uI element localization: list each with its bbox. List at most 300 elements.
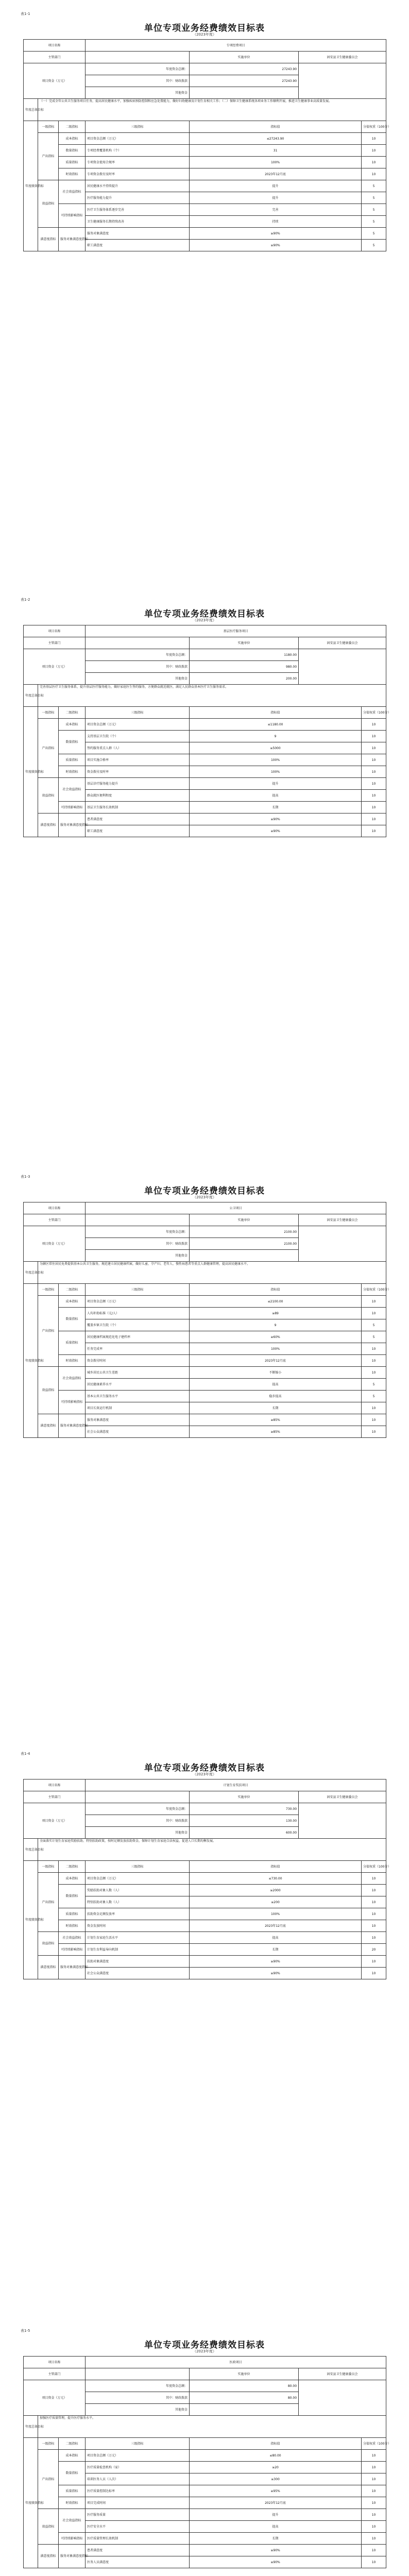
- indicator-row: [24, 754, 386, 766]
- department-row: [24, 637, 386, 649]
- project-name-value: 医政项目: [86, 2357, 386, 2368]
- header-value: 指标值: [190, 2438, 362, 2450]
- level3-indicator: 资金拨付及时率: [86, 766, 190, 778]
- funds-fiscal-value: 130.00: [190, 1815, 299, 1827]
- level2-indicator: 时效指标: [59, 766, 86, 778]
- level3-indicator: 奖励扶助对象人数（人）: [86, 1885, 190, 1896]
- form-year: （2023年度）: [193, 32, 216, 37]
- level3-indicator: 项目资金总额（万元）: [86, 1296, 190, 1308]
- indicator-score: 10: [362, 2485, 386, 2497]
- indicator-value: 100%: [190, 157, 362, 168]
- level2-indicator: 时效指标: [59, 168, 86, 180]
- implementing-unit-value: 固安县卫生健康委员会: [299, 637, 386, 649]
- funds-other-label: 其他资金: [86, 1250, 190, 1262]
- indicator-score: 5: [362, 228, 386, 240]
- level3-indicator: 医疗服务质量: [86, 2509, 190, 2521]
- form-number: 表1-1: [21, 12, 30, 16]
- level3-indicator: 职工满意度: [86, 240, 190, 251]
- funds-total-label: 年度资金总额：: [86, 1226, 190, 1238]
- indicator-value: 2023年12月底: [190, 2497, 362, 2509]
- indicator-score: 10: [362, 133, 386, 145]
- level3-indicator: 服务对象满意度: [86, 228, 190, 240]
- indicator-value: ≥90%: [190, 825, 362, 837]
- project-name-label: 项目名称: [24, 1202, 86, 1214]
- level3-indicator: 签约服务重点人群（人）: [86, 742, 190, 754]
- indicator-row: [24, 1367, 386, 1379]
- indicator-row: [24, 133, 386, 145]
- indicator-row: [24, 1331, 386, 1343]
- header-value: 指标值: [190, 1284, 362, 1296]
- indicator-score: 10: [362, 1896, 386, 1908]
- indicator-score: 5: [362, 204, 386, 216]
- funds-fiscal-label: 其中：财政拨款: [86, 1238, 190, 1250]
- level1-indicator: 产出指标: [38, 719, 59, 778]
- funds-fiscal-value: 2100.00: [190, 1238, 299, 1250]
- indicator-row: [24, 719, 386, 731]
- level1-indicator: 满意度指标: [38, 228, 59, 251]
- implementing-unit-value: 固安县卫生健康委员会: [299, 1791, 386, 1803]
- header-level3: 三级指标: [86, 1861, 190, 1873]
- indicator-value: ≥2000: [190, 1885, 362, 1896]
- indicator-row: [24, 731, 386, 742]
- funds-total-label: 年度资金总额：: [86, 649, 190, 661]
- funds-total-label: 年度资金总额：: [86, 2380, 190, 2392]
- funds-total-value: 80.00: [190, 2380, 299, 2392]
- level2-indicator: 成本指标: [59, 719, 86, 731]
- performance-target-table: [23, 1202, 391, 1438]
- funds-total-value: 27243.90: [190, 63, 299, 75]
- indicator-value: ≥300: [190, 2473, 362, 2485]
- level2-indicator: 质量指标: [59, 1331, 86, 1355]
- form-title: 单位专项业务经费绩效目标表: [144, 1763, 265, 1773]
- indicator-value: ≥90%: [190, 1968, 362, 1979]
- indicator-score: 5: [362, 1319, 386, 1331]
- annual-goal-row: [24, 99, 386, 121]
- indicator-value: 稳步提高: [190, 1391, 362, 1402]
- performance-indicators-label: 年度绩效指标: [24, 2438, 38, 2568]
- indicator-row: [24, 1296, 386, 1308]
- indicator-row: [24, 1956, 386, 1968]
- level3-indicator: 项目完成时间: [86, 2497, 190, 2509]
- level2-indicator: 服务对象满意度指标: [59, 2545, 86, 2568]
- header-level2: 二级指标: [59, 707, 86, 719]
- indicator-value: 长期: [190, 1944, 362, 1956]
- annual-goal-row: [24, 2416, 386, 2438]
- project-name-value: 计划生育奖扶项目: [86, 1780, 386, 1791]
- annual-goal-label: 年度总体目标: [24, 99, 38, 121]
- funds-blank: [299, 1803, 386, 1839]
- indicator-value: ≤2100.00: [190, 1296, 362, 1308]
- project-name-label: 项目名称: [24, 40, 86, 52]
- indicator-score: 10: [362, 2497, 386, 2509]
- annual-goal-label: 年度总体目标: [24, 1839, 38, 1861]
- indicator-score: 10: [362, 719, 386, 731]
- indicator-row: [24, 204, 386, 216]
- level3-indicator: 项目资金总额（万元）: [86, 2450, 190, 2462]
- level2-indicator: 成本指标: [59, 2450, 86, 2462]
- indicator-value: ≥90%: [190, 240, 362, 251]
- department-value: [86, 2368, 190, 2380]
- funds-row: [24, 649, 386, 661]
- funds-row: [24, 63, 386, 75]
- indicator-score: 10: [362, 2462, 386, 2473]
- level2-indicator: 社会效益指标: [59, 1367, 86, 1391]
- level1-indicator: 满意度指标: [38, 2545, 59, 2568]
- level2-indicator: 可持续影响指标: [59, 1944, 86, 1956]
- indicator-score: 10: [362, 1873, 386, 1885]
- project-row: [24, 1780, 386, 1791]
- header-score: 分值权重（100分）: [362, 707, 386, 719]
- indicator-score: 5: [362, 240, 386, 251]
- header-value: 指标值: [190, 1861, 362, 1873]
- indicator-score: 10: [362, 825, 386, 837]
- level2-indicator: 可持续影响指标: [59, 2533, 86, 2545]
- department-label: 主管部门: [24, 2368, 86, 2380]
- level3-indicator: 医疗质量管理长效机制: [86, 2533, 190, 2545]
- indicator-value: 100%: [190, 1908, 362, 1920]
- indicator-score: 10: [362, 2556, 386, 2568]
- indicator-value: ≤730.00: [190, 1873, 362, 1885]
- level1-indicator: 产出指标: [38, 133, 59, 180]
- level2-indicator: 质量指标: [59, 157, 86, 168]
- indicator-value: 提高: [190, 1379, 362, 1391]
- implementing-unit-label: 实施单位: [190, 637, 299, 649]
- indicator-row: [24, 1308, 386, 1319]
- indicator-score: 5: [362, 216, 386, 228]
- indicator-score: 5: [362, 180, 386, 192]
- indicator-score: 10: [362, 1908, 386, 1920]
- level1-indicator: 效益指标: [38, 2509, 59, 2545]
- level2-indicator: 数量指标: [59, 145, 86, 157]
- indicator-value: 9: [190, 731, 362, 742]
- funds-fiscal-value: 80.00: [190, 2392, 299, 2404]
- funds-other-value: 200.00: [190, 673, 299, 685]
- indicator-score: 20: [362, 1944, 386, 1956]
- level2-indicator: 可持续影响指标: [59, 1391, 86, 1414]
- indicator-score: 10: [362, 802, 386, 814]
- annual-goal-label: 年度总体目标: [24, 2416, 38, 2438]
- level2-indicator: 可持续影响指标: [59, 204, 86, 228]
- funds-other-value: [190, 1250, 299, 1262]
- indicator-value: 完善: [190, 204, 362, 216]
- form-page: [0, 1734, 409, 2300]
- indicator-row: [24, 1873, 386, 1885]
- indicator-value: 不断缩小: [190, 1367, 362, 1379]
- project-row: [24, 625, 386, 637]
- level3-indicator: 医疗服务能力提升: [86, 192, 190, 204]
- level3-indicator: 职工满意度: [86, 825, 190, 837]
- funds-fiscal-label: 其中：财政拨款: [86, 1815, 190, 1827]
- annual-goal-text: 为辖区常住居民免费提供基本公共卫生服务，规范建立居民健康档案，做好儿童、孕产妇、老年人、慢性病患者等重点人群健康管理，提高居民健康水平。: [38, 1262, 386, 1284]
- indicator-score: 10: [362, 2509, 386, 2521]
- funds-blank: [299, 2380, 386, 2416]
- department-label: 主管部门: [24, 1791, 86, 1803]
- level1-indicator: 产出指标: [38, 1873, 59, 1932]
- indicator-row: [24, 778, 386, 790]
- funds-other-label: 其他资金: [86, 87, 190, 99]
- indicator-value: ≤1180.00: [190, 719, 362, 731]
- level3-indicator: 项目资金总额（万元）: [86, 1873, 190, 1885]
- form-title: 单位专项业务经费绩效目标表: [144, 1186, 265, 1196]
- form-year: （2023年度）: [193, 1772, 216, 1776]
- indicator-row: [24, 157, 386, 168]
- indicator-value: 2023年12月底: [190, 168, 362, 180]
- funds-other-value: [190, 2404, 299, 2416]
- level3-indicator: 医疗质量控制达标率: [86, 2485, 190, 2497]
- level1-indicator: 满意度指标: [38, 1956, 59, 1979]
- indicator-row: [24, 2462, 386, 2473]
- indicator-score: 10: [362, 731, 386, 742]
- department-row: [24, 1214, 386, 1226]
- funds-label: 项目资金（万元）: [24, 63, 86, 99]
- indicator-value: 长期: [190, 802, 362, 814]
- indicator-value: ≥85%: [190, 1414, 362, 1426]
- funds-row: [24, 1803, 386, 1815]
- indicator-value: ≥85%: [190, 1426, 362, 1438]
- level3-indicator: 患者满意度: [86, 814, 190, 825]
- header-level3: 三级指标: [86, 2438, 190, 2450]
- indicator-value: ≥95%: [190, 2485, 362, 2497]
- indicator-score: 10: [362, 2533, 386, 2545]
- level2-indicator: 时效指标: [59, 1920, 86, 1932]
- funds-label: 项目资金（万元）: [24, 1226, 86, 1262]
- form-page: [0, 0, 409, 567]
- indicator-score: 5: [362, 1391, 386, 1402]
- indicator-score: 10: [362, 2545, 386, 2556]
- level2-indicator: 社会效益指标: [59, 1932, 86, 1944]
- indicator-value: 提升: [190, 180, 362, 192]
- level3-indicator: 资金发放时间: [86, 1920, 190, 1932]
- project-name-label: 项目名称: [24, 1780, 86, 1791]
- header-value: 指标值: [190, 121, 362, 133]
- level2-indicator: 服务对象满意度指标: [59, 1956, 86, 1979]
- indicator-value: ≤80.00: [190, 2450, 362, 2462]
- level2-indicator: 数量指标: [59, 731, 86, 754]
- indicator-value: 提升: [190, 778, 362, 790]
- form-title: 单位专项业务经费绩效目标表: [144, 2340, 265, 2350]
- indicator-value: 提高: [190, 790, 362, 802]
- funds-other-label: 其他资金: [86, 2404, 190, 2416]
- implementing-unit-value: 固安县卫生健康委员会: [299, 52, 386, 63]
- indicator-score: 10: [362, 778, 386, 790]
- level3-indicator: 计划生育利益导向机制: [86, 1944, 190, 1956]
- level3-indicator: 专项经费覆盖机构（个）: [86, 145, 190, 157]
- form-title: 单位专项业务经费绩效目标表: [144, 23, 265, 33]
- indicator-score: 10: [362, 2521, 386, 2533]
- funds-total-value: 1180.00: [190, 649, 299, 661]
- indicator-value: 100%: [190, 766, 362, 778]
- level3-indicator: 基本公共卫生服务水平: [86, 1391, 190, 1402]
- indicator-row: [24, 1908, 386, 1920]
- performance-target-table: [23, 2356, 391, 2568]
- level3-indicator: 城乡居民公共卫生差距: [86, 1367, 190, 1379]
- header-level2: 二级指标: [59, 1284, 86, 1296]
- department-label: 主管部门: [24, 52, 86, 63]
- indicator-value: 9: [190, 1319, 362, 1331]
- level3-indicator: 专项资金使用合规率: [86, 157, 190, 168]
- indicator-row: [24, 1885, 386, 1896]
- level3-indicator: 服务对象满意度: [86, 1414, 190, 1426]
- level2-indicator: 质量指标: [59, 1908, 86, 1920]
- annual-goal-text: （一）完成全年公共卫生服务项目任务，提高居民健康水平，加强疾病预防控制和应急处置能力，做好妇幼健康及计划生育相关工作；（二）保障卫生健康系统各项业务工作顺利开展，推进卫生健康事业高质量发展。: [38, 99, 386, 121]
- indicator-value: 长期: [190, 1402, 362, 1414]
- header-level1: 一级指标: [38, 707, 59, 719]
- indicator-value: ≥90%: [190, 2545, 362, 2556]
- indicator-row: [24, 168, 386, 180]
- indicator-value: ≤27243.90: [190, 133, 362, 145]
- department-value: [86, 637, 190, 649]
- indicator-score: 10: [362, 1932, 386, 1944]
- level1-indicator: 效益指标: [38, 1367, 59, 1414]
- level2-indicator: 质量指标: [59, 2485, 86, 2497]
- level2-indicator: 质量指标: [59, 754, 86, 766]
- indicator-row: [24, 1391, 386, 1402]
- performance-indicators-label: 年度绩效指标: [24, 1861, 38, 1979]
- indicator-score: 10: [362, 1308, 386, 1319]
- indicator-score: 5: [362, 1331, 386, 1343]
- header-level2: 二级指标: [59, 121, 86, 133]
- indicator-value: ≥60%: [190, 1331, 362, 1343]
- indicator-score: 10: [362, 1296, 386, 1308]
- level3-indicator: 患者满意度: [86, 2545, 190, 2556]
- funds-row: [24, 1226, 386, 1238]
- project-name-label: 项目名称: [24, 2357, 86, 2368]
- indicator-value: ≥90%: [190, 228, 362, 240]
- indicator-score: 10: [362, 1920, 386, 1932]
- indicator-score: 10: [362, 754, 386, 766]
- implementing-unit-value: 固安县卫生健康委员会: [299, 1214, 386, 1226]
- annual-goal-text: 加强医疗质量管理，提升医疗服务水平。: [38, 2416, 386, 2438]
- level3-indicator: 项目资金总额（万元）: [86, 133, 190, 145]
- indicator-row: [24, 1414, 386, 1426]
- funds-other-label: 其他资金: [86, 1827, 190, 1839]
- indicator-score: 10: [362, 1885, 386, 1896]
- funds-fiscal-value: 980.00: [190, 661, 299, 673]
- department-label: 主管部门: [24, 637, 86, 649]
- funds-total-value: 730.00: [190, 1803, 299, 1815]
- funds-blank: [299, 63, 386, 99]
- indicator-header-row: [24, 121, 386, 133]
- annual-goal-text: 完善基层医疗卫生服务体系，提升基层医疗服务能力，做好家庭医生签约服务，方便群众就近就医，满足人民群众基本医疗卫生服务需求。: [38, 685, 386, 707]
- implementing-unit-value: 固安县卫生健康委员会: [299, 2368, 386, 2380]
- indicator-row: [24, 145, 386, 157]
- performance-indicators-label: 年度绩效指标: [24, 121, 38, 251]
- indicator-row: [24, 2509, 386, 2521]
- form-page: [0, 1157, 409, 1723]
- funds-total-label: 年度资金总额：: [86, 63, 190, 75]
- level3-indicator: 人均补助标准（元/人）: [86, 1308, 190, 1319]
- indicator-value: 提高: [190, 2521, 362, 2533]
- form-number: 表1-5: [21, 2329, 30, 2333]
- project-name-label: 项目名称: [24, 625, 86, 637]
- performance-target-table: [23, 39, 391, 251]
- funds-other-value: [190, 87, 299, 99]
- performance-indicators-label: 年度绩效指标: [24, 1284, 38, 1438]
- funds-fiscal-label: 其中：财政拨款: [86, 2392, 190, 2404]
- annual-goal-text: 全面落实计划生育家庭奖励扶助、特别扶助政策，按时足额发放扶助资金，保障计划生育家庭合法权益，促进人口长期均衡发展。: [38, 1839, 386, 1861]
- indicator-score: 10: [362, 814, 386, 825]
- department-label: 主管部门: [24, 1214, 86, 1226]
- header-score: 分值权重（100分）: [362, 1284, 386, 1296]
- indicator-row: [24, 2533, 386, 2545]
- indicator-score: 10: [362, 1956, 386, 1968]
- funds-fiscal-value: 27243.90: [190, 75, 299, 87]
- indicator-row: [24, 2450, 386, 2462]
- funds-label: 项目资金（万元）: [24, 649, 86, 685]
- level3-indicator: 特别扶助对象人数（人）: [86, 1896, 190, 1908]
- form-number: 表1-4: [21, 1752, 30, 1756]
- level3-indicator: 基层卫生服务长效机制: [86, 802, 190, 814]
- level1-indicator: 效益指标: [38, 778, 59, 814]
- indicator-row: [24, 802, 386, 814]
- level2-indicator: 社会效益指标: [59, 778, 86, 802]
- level3-indicator: 基层诊疗服务能力提升: [86, 778, 190, 790]
- funds-label: 项目资金（万元）: [24, 1803, 86, 1839]
- funds-total-label: 年度资金总额：: [86, 1803, 190, 1815]
- level2-indicator: 数量指标: [59, 1308, 86, 1331]
- level3-indicator: 社会公众满意度: [86, 1426, 190, 1438]
- level2-indicator: 服务对象满意度指标: [59, 814, 86, 837]
- indicator-value: 2023年12月底: [190, 1355, 362, 1367]
- indicator-row: [24, 1932, 386, 1944]
- funds-fiscal-label: 其中：财政拨款: [86, 661, 190, 673]
- level3-indicator: 任务完成率: [86, 1343, 190, 1355]
- level3-indicator: 覆盖乡镇卫生院（个）: [86, 1319, 190, 1331]
- level3-indicator: 计划生育家庭生活水平: [86, 1932, 190, 1944]
- indicator-value: ≥90%: [190, 2556, 362, 2568]
- form-year: （2023年度）: [193, 1195, 216, 1199]
- level3-indicator: 专项资金拨付及时率: [86, 168, 190, 180]
- level1-indicator: 效益指标: [38, 180, 59, 228]
- level2-indicator: 可持续影响指标: [59, 802, 86, 814]
- level2-indicator: 服务对象满意度指标: [59, 1414, 86, 1438]
- level2-indicator: 时效指标: [59, 1355, 86, 1367]
- indicator-value: 提高: [190, 1932, 362, 1944]
- level3-indicator: 项目实施合格率: [86, 754, 190, 766]
- indicator-value: 提升: [190, 192, 362, 204]
- form-number: 表1-3: [21, 1175, 30, 1179]
- indicator-score: 10: [362, 1402, 386, 1414]
- level3-indicator: 项目资金总额（万元）: [86, 719, 190, 731]
- header-level3: 三级指标: [86, 1284, 190, 1296]
- indicator-value: 2023年12月底: [190, 1920, 362, 1932]
- performance-indicators-label: 年度绩效指标: [24, 707, 38, 837]
- level2-indicator: 社会效益指标: [59, 180, 86, 204]
- annual-goal-row: [24, 685, 386, 707]
- indicator-score: 5: [362, 1379, 386, 1391]
- level3-indicator: 扶助对象满意度: [86, 1956, 190, 1968]
- level3-indicator: 扶助资金足额发放率: [86, 1908, 190, 1920]
- level3-indicator: 社会公众满意度: [86, 1968, 190, 1979]
- performance-target-table: [23, 625, 391, 837]
- indicator-score: 10: [362, 168, 386, 180]
- indicator-score: 10: [362, 1426, 386, 1438]
- indicator-score: 10: [362, 1968, 386, 1979]
- level2-indicator: 成本指标: [59, 1296, 86, 1308]
- header-score: 分值权重（100分）: [362, 1861, 386, 1873]
- header-value: 指标值: [190, 707, 362, 719]
- level3-indicator: 居民健康档案规范化电子建档率: [86, 1331, 190, 1343]
- department-row: [24, 1791, 386, 1803]
- level1-indicator: 效益指标: [38, 1932, 59, 1956]
- funds-total-value: 2100.00: [190, 1226, 299, 1238]
- indicator-row: [24, 814, 386, 825]
- indicator-header-row: [24, 1284, 386, 1296]
- indicator-row: [24, 1355, 386, 1367]
- annual-goal-label: 年度总体目标: [24, 685, 38, 707]
- indicator-score: 10: [362, 2473, 386, 2485]
- level2-indicator: 数量指标: [59, 2462, 86, 2485]
